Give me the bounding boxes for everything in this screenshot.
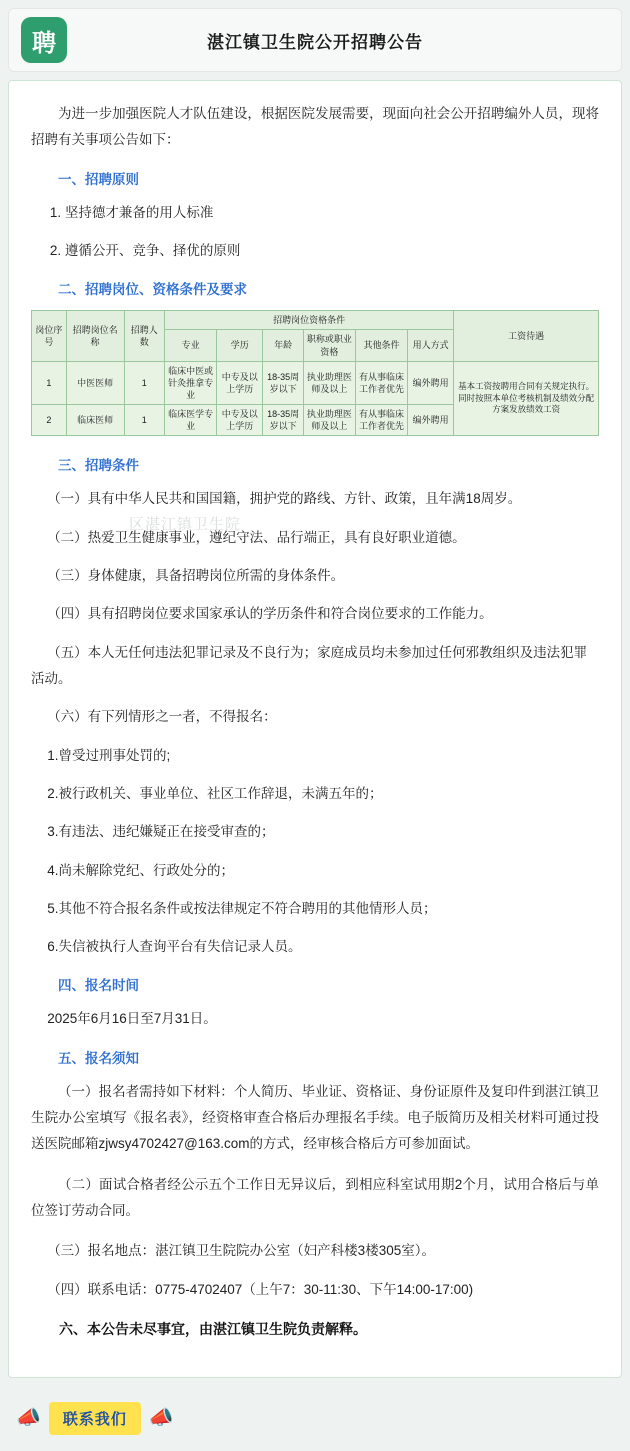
page-title: 湛江镇卫生院公开招聘公告 — [207, 32, 423, 52]
th-qualifications: 招聘岗位资格条件 — [165, 311, 454, 330]
th-employ-mode: 用人方式 — [408, 330, 454, 361]
section5-item-3: （三）报名地点：湛江镇卫生院院办公室（妇产科楼3楼305室）。 — [47, 1243, 435, 1259]
section-title-3: 三、招聘条件 — [58, 458, 139, 474]
page-header — [8, 8, 622, 72]
section3-item-2: （二）热爱卫生健康事业，遵纪守法、品行端正，具有良好职业道德。 — [47, 529, 466, 545]
section5-item-2: （二）面试合格者经公示五个工作日无异议后，到相应科室试用期2个月，试用合格后与单位签订劳动合同。 — [31, 1176, 599, 1218]
footer-bar — [8, 1392, 622, 1451]
cell-age: 18-35周岁以下 — [263, 405, 304, 436]
section-title-2: 二、招聘岗位、资格条件及要求 — [58, 282, 247, 298]
cell-age: 18-35周岁以下 — [263, 361, 304, 404]
th-major: 专业 — [165, 330, 217, 361]
cell-post-name: 临床医师 — [66, 405, 124, 436]
cell-employ-mode: 编外聘用 — [408, 361, 454, 404]
job-positions-table — [31, 310, 599, 436]
megaphone-icon: 📣 — [16, 1407, 41, 1430]
cell-title-cert: 执业助理医师及以上 — [303, 361, 355, 404]
section3-item-5: （五）本人无任何违法犯罪记录及不良行为；家庭成员均未参加过任何邪教组织及违法犯罪活动。 — [31, 644, 588, 686]
th-salary: 工资待遇 — [454, 311, 599, 361]
th-post-no: 岗位序号 — [32, 311, 67, 361]
section3-item-4: （四）具有招聘岗位要求国家承认的学历条件和符合岗位要求的工作能力。 — [47, 606, 493, 622]
section3-item-6: （六）有下列情形之一者，不得报名： — [47, 709, 277, 725]
cell-major: 临床医学专业 — [165, 405, 217, 436]
section4-text: 2025年6月16日至7月31日。 — [47, 1011, 217, 1027]
cell-post-name: 中医医师 — [66, 361, 124, 404]
section5-item-1: （一）报名者需持如下材料：个人简历、毕业证、资格证、身份证原件及复印件到湛江镇卫生院办公室填写《报名表》，经资格审查合格后办理报名手续。电子版简历及相关材料可通过投送医院邮箱zjwsy4702427@163.com的方式，经审核合格后方可参加面试。 — [31, 1083, 599, 1152]
th-post-count: 招聘人数 — [124, 311, 165, 361]
cell-post-no: 2 — [32, 405, 67, 436]
cell-salary: 基本工资按聘用合同有关规定执行。同时按照本单位考核机制及绩效分配方案发放绩效工资 — [454, 361, 599, 436]
th-education: 学历 — [217, 330, 263, 361]
section3-sub-item-2: 2.被行政机关、事业单位、社区工作辞退，未满五年的； — [47, 785, 383, 801]
cell-employ-mode: 编外聘用 — [408, 405, 454, 436]
section3-sub-item-6: 6.失信被执行人查询平台有失信记录人员。 — [47, 939, 302, 955]
recruitment-badge-icon: 聘 — [21, 17, 67, 63]
watermark-text: 区湛江镇卫生院 — [129, 516, 242, 533]
th-title-cert: 职称或职业资格 — [303, 330, 355, 361]
section3-sub-item-5: 5.其他不符合报名条件或按法律规定不符合聘用的其他情形人员； — [47, 900, 437, 916]
section3-sub-item-4: 4.尚未解除党纪、行政处分的； — [47, 862, 234, 878]
announcement-body — [8, 80, 622, 1378]
section3-item-3: （三）身体健康，具备招聘岗位所需的身体条件。 — [47, 568, 345, 583]
contact-us-button[interactable]: 联系我们 — [49, 1402, 141, 1435]
section3-sub-item-3: 3.有违法、违纪嫌疑正在接受审查的； — [47, 824, 275, 840]
section3-sub-item-1: 1.曾受过刑事处罚的; — [47, 747, 171, 763]
intro-paragraph: 为进一步加强医院人才队伍建设，根据医院发展需要，现面向社会公开招聘编外人员，现将招聘有关事项公告如下： — [31, 106, 599, 148]
section1-item-2: 2. 遵循公开、竞争、择优的原则 — [49, 242, 241, 258]
section3-item-1: （一）具有中华人民共和国国籍，拥护党的路线、方针、政策，且年满18周岁。 — [47, 491, 522, 507]
section-title-6: 六、本公告未尽事宜，由湛江镇卫生院负责解释。 — [59, 1320, 367, 1337]
cell-title-cert: 执业助理医师及以上 — [303, 405, 355, 436]
table-header-row-top — [32, 311, 599, 330]
table-row — [32, 361, 599, 404]
section1-item-1: 1. 坚持德才兼备的用人标准 — [49, 204, 214, 220]
section-title-4: 四、报名时间 — [58, 978, 139, 994]
megaphone-icon: 📣 — [148, 1407, 174, 1430]
cell-major: 临床中医或针灸推拿专业 — [165, 361, 217, 404]
th-other: 其他条件 — [355, 330, 407, 361]
section-title-5: 五、报名须知 — [58, 1050, 139, 1066]
cell-post-count: 1 — [124, 405, 165, 436]
cell-post-no: 1 — [32, 361, 67, 404]
th-post-name: 招聘岗位名称 — [66, 311, 124, 361]
cell-post-count: 1 — [124, 361, 165, 404]
section-title-1: 一、招聘原则 — [58, 171, 139, 187]
cell-education: 中专及以上学历 — [217, 405, 263, 436]
cell-other: 有从事临床工作者优先 — [355, 361, 407, 404]
cell-education: 中专及以上学历 — [217, 361, 263, 404]
th-age: 年龄 — [263, 330, 304, 361]
section5-item-4: （四）联系电话：0775-4702407（上午7：30-11:30、下午14:00-17:00) — [47, 1281, 474, 1297]
cell-other: 有从事临床工作者优先 — [355, 405, 407, 436]
